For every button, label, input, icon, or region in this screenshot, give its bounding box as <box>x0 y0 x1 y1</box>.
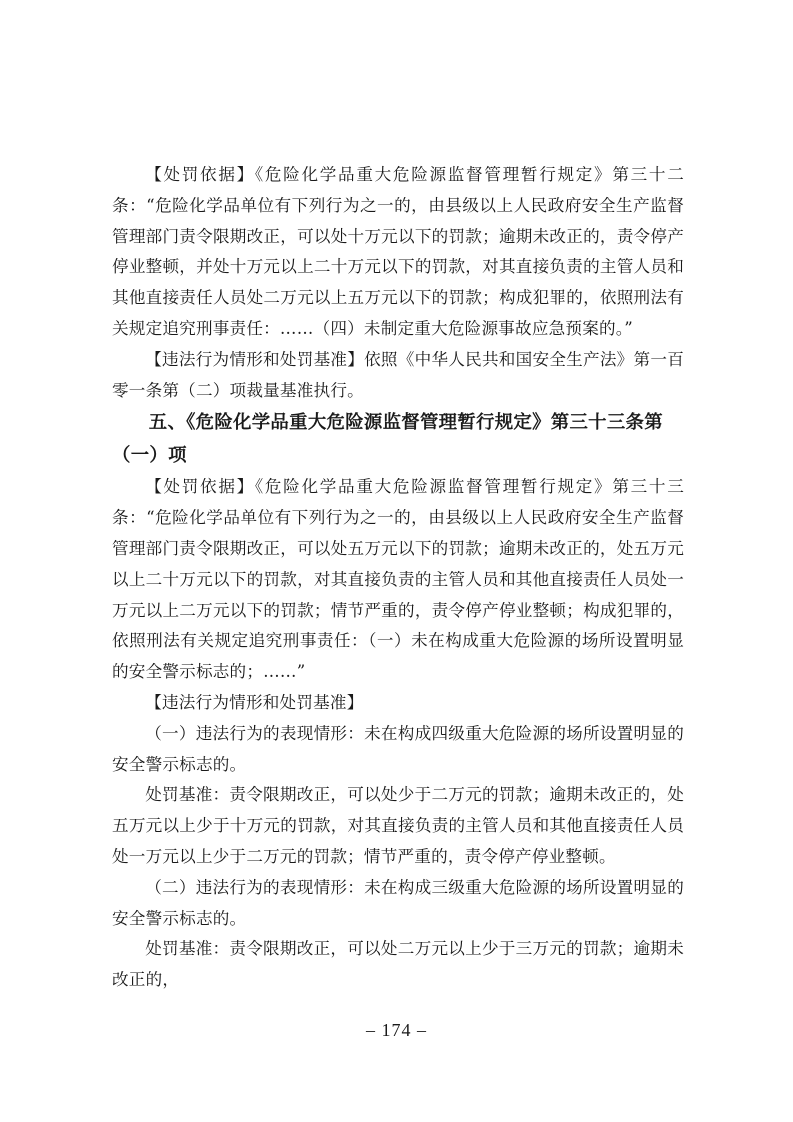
section-heading-5: 五、《危险化学品重大危险源监督管理暂行规定》第三十三条第（一）项 <box>112 412 663 467</box>
paragraph-violation-benchmark-101: 【违法行为情形和处罚基准】依照《中华人民共和国安全生产法》第一百零一条第（二）项裁量基准执行。 <box>112 349 684 400</box>
paragraph-penalty-2: 处罚基准：责令限期改正，可以处二万元以上少于三万元的罚款；逾期未改正的， <box>112 939 684 990</box>
paragraph-penalty-basis-32: 【处罚依据】《危险化学品重大危险源监督管理暂行规定》第三十二条：“危险化学品单位有下列行为之一的，由县级以上人民政府安全生产监督管理部门责令限期改正，可以处十万元以下的罚款；逾期未改正的，责令停产停业整顿，并处十万元以上二十万元以下的罚款，对其直接负责的主管人员和其他直接责任人员处二万元以上五万元以下的罚款；构成犯罪的，依照刑法有关规定追究刑事责任：……（四）未制定重大危险源事故应急预案的。” <box>112 165 684 338</box>
paragraph-penalty-1: 处罚基准：责令限期改正，可以处少于二万元的罚款；逾期未改正的，处五万元以上少于十万元的罚款，对其直接负责的主管人员和其他直接责任人员处一万元以上少于二万元的罚款；情节严重的，责令停产停业整顿。 <box>112 785 684 866</box>
document-body <box>112 160 684 996</box>
paragraph-penalty-basis-33: 【处罚依据】《危险化学品重大危险源监督管理暂行规定》第三十三条：“危险化学品单位有下列行为之一的，由县级以上人民政府安全生产监督管理部门责令限期改正，可以处五万元以下的罚款；逾期未改正的，处五万元以上二十万元以下的罚款，对其直接负责的主管人员和其他直接责任人员处一万元以上二万元以下的罚款；情节严重的，责令停产停业整顿；构成犯罪的，依照刑法有关规定追究刑事责任：（一）未在构成重大危险源的场所设置明显的安全警示标志的；……” <box>112 477 684 682</box>
paragraph-case-2: （二）违法行为的表现情形：未在构成三级重大危险源的场所设置明显的安全警示标志的。 <box>112 877 684 928</box>
paragraph-case-1: （一）违法行为的表现情形：未在构成四级重大危险源的场所设置明显的安全警示标志的。 <box>112 723 684 774</box>
paragraph-violation-benchmark-label: 【违法行为情形和处罚基准】 <box>145 692 364 712</box>
page-number: – 174 – <box>366 1020 427 1040</box>
